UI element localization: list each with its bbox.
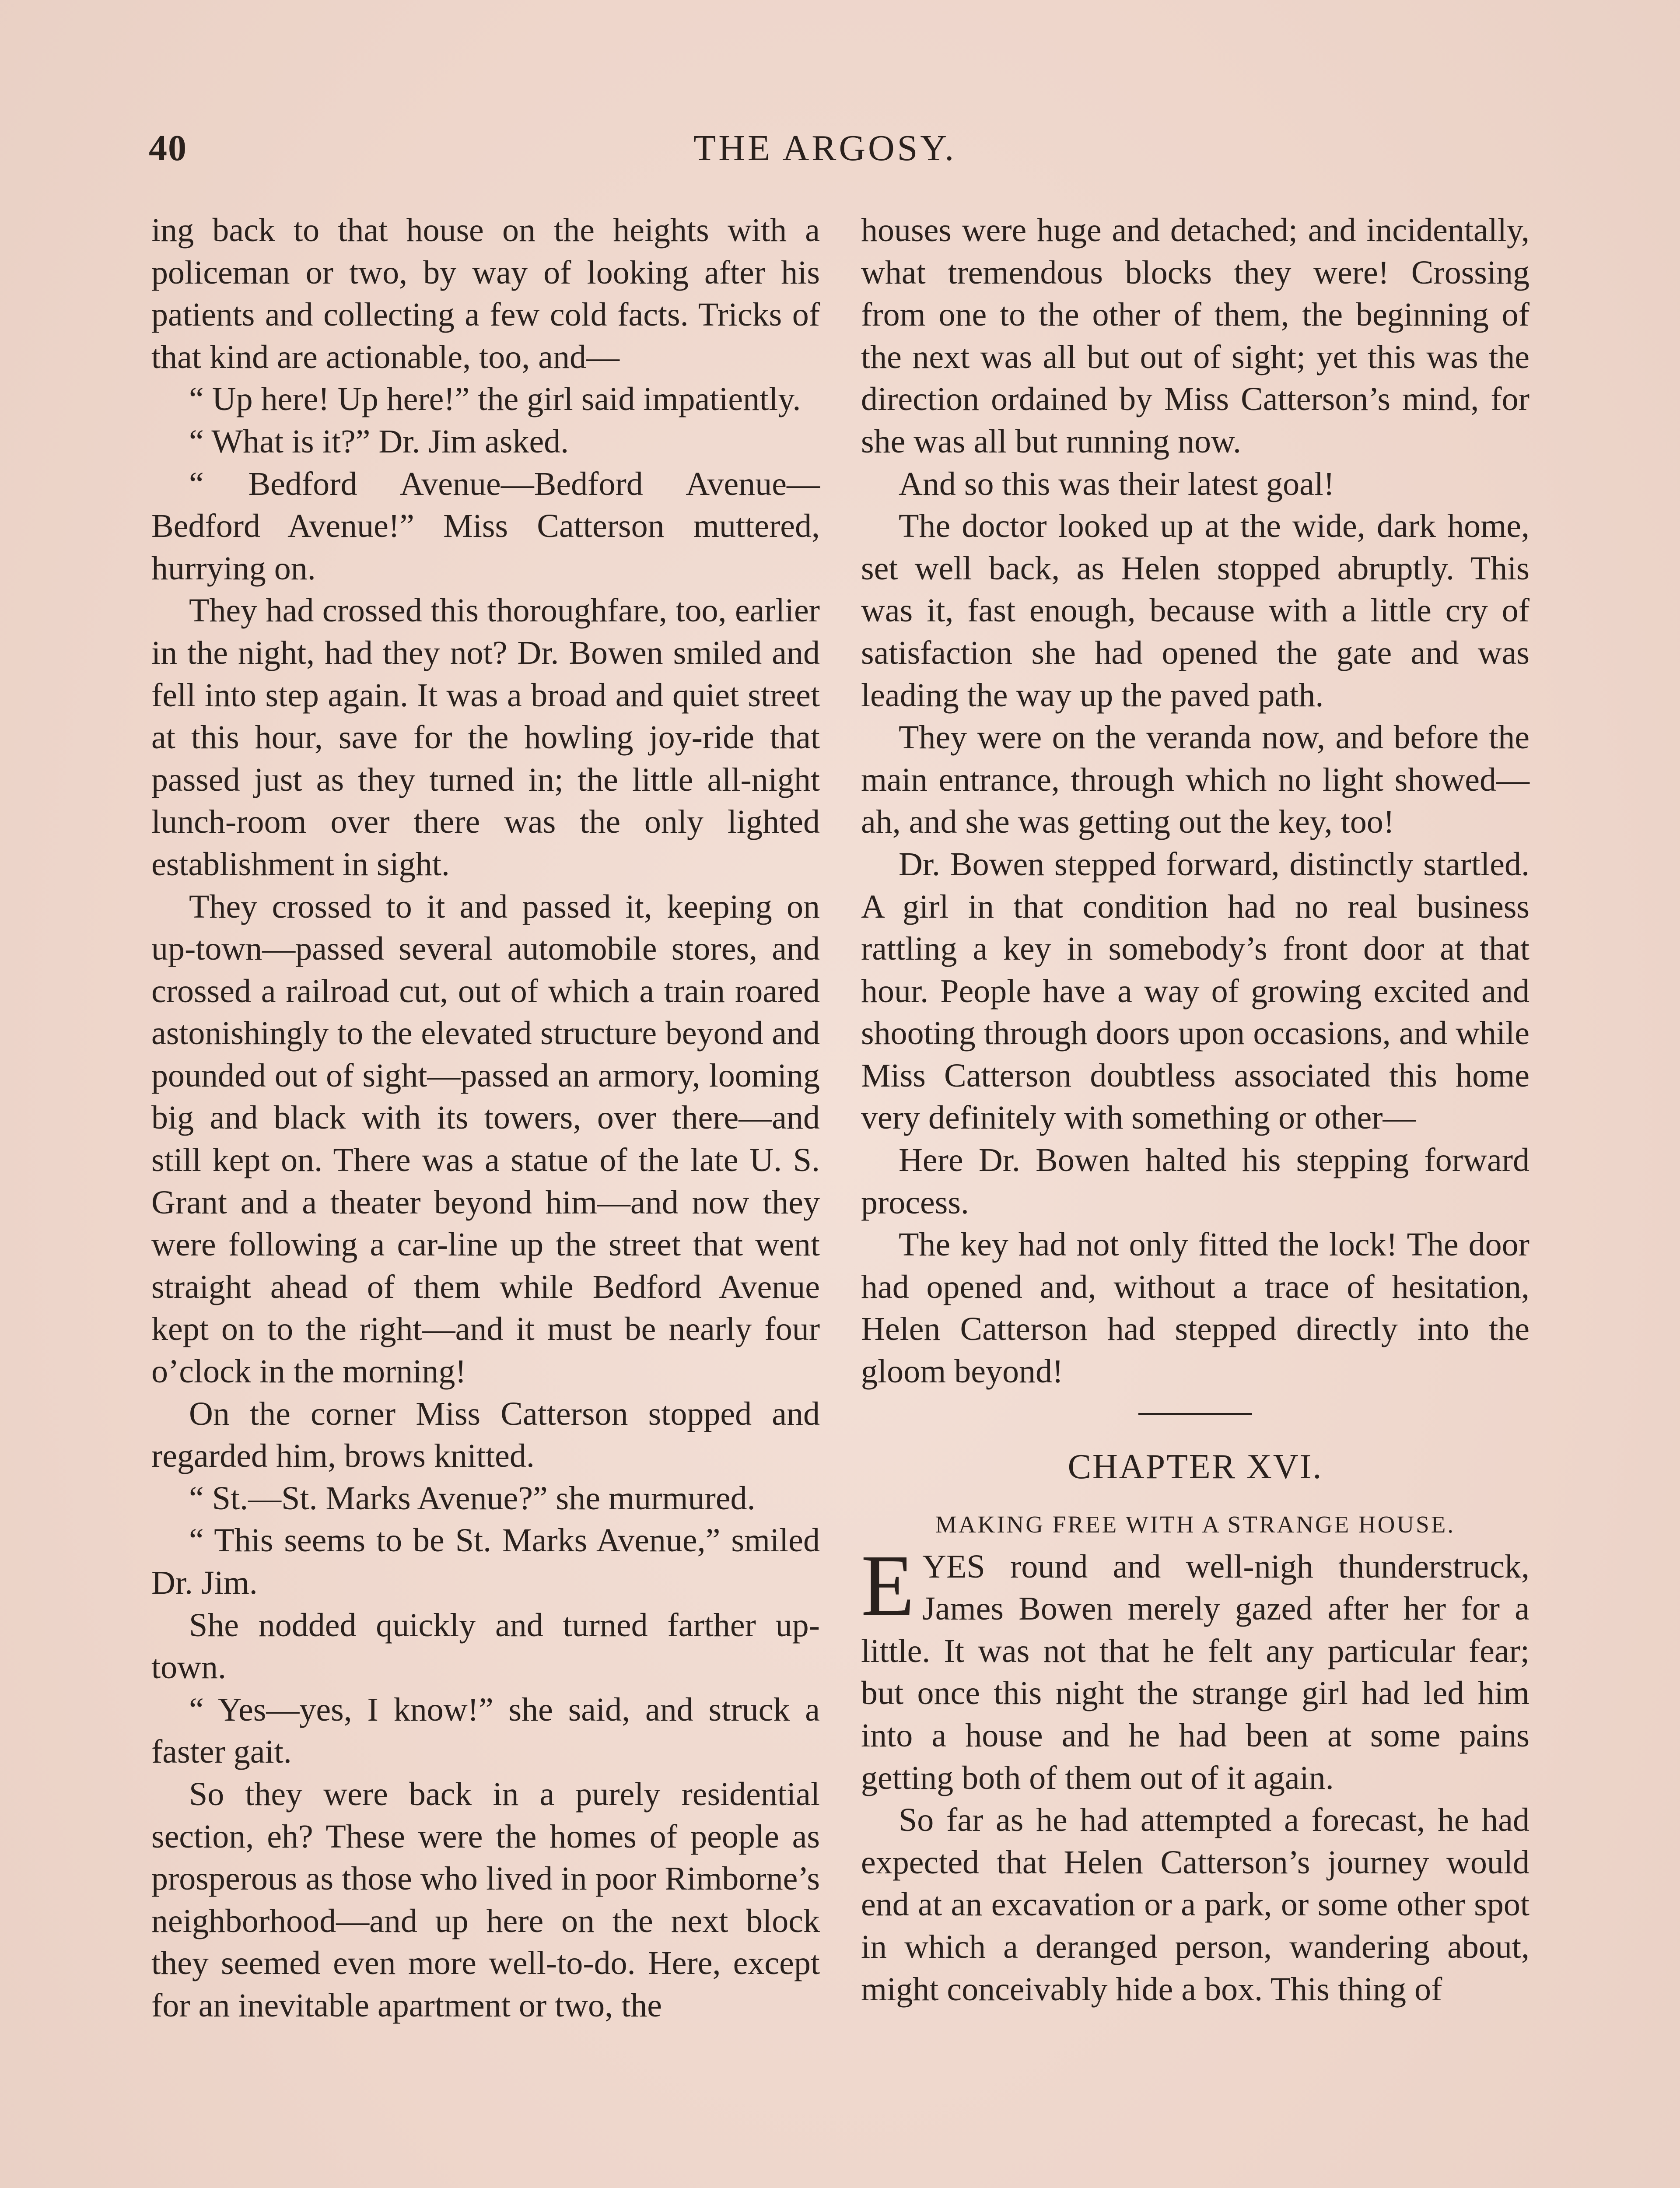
paragraph: On the corner Miss Catterson stopped and regarded him, brows knitted. [151,1395,820,1475]
section-divider [1138,1413,1252,1415]
running-head [149,127,1531,175]
paragraph: They were on the veranda now, and before the main entrance, through which no light showed—ah, and she was getting out the key, too! [861,719,1530,841]
drop-cap: E [861,1537,915,1634]
paragraph: They crossed to it and passed it, keeping on up-town—passed several automobile stores, and crossed a railroad cut, out of which a train roared astonishingly to the elevated structure beyond and pounded out of sight—passed an armory, looming big and black with its towers, over there—and still kept on. There was a statue of the late U. S. Grant and a theater beyond him—and now they were following a car-line up the street that went straight ahead of them while Bedford Avenue kept on to the right—and it must be nearly four o’clock in the morning! [151,888,820,1390]
paragraph: They had crossed this thoroughfare, too, earlier in the night, had they not? Dr. Bowen smiled and fell into step again. It was a broad and quiet street at this hour, save for the howling joy-ride that passed just as they turned in; the little all-night lunch-room over there was the only lighted establishment in sight. [151,592,820,883]
chapter-subtitle: MAKING FREE WITH A STRANGE HOUSE. [935,1511,1456,1538]
paragraph: “ Up here! Up here!” the girl said impatiently. [189,381,801,418]
paragraph: She nodded quickly and turned farther up-town. [151,1606,820,1686]
paragraph: “ St.—St. Marks Avenue?” she murmured. [189,1480,756,1517]
paragraph: And so this was their latest goal! [899,465,1335,502]
paragraph: Dr. Bowen stepped forward, distinctly startled. A girl in that condition had no real business rattling a key in somebody’s front door at that hour. People have a way of growing excited and shooting through doors upon occasions, and while Miss Catterson doubtless associated this home very definitely with something or other— [861,845,1530,1136]
paragraph: So they were back in a purely residential section, eh? These were the homes of people as prosperous as those who lived in poor Rimborne’s neighborhood—and up here on the next block they seemed even more well-to-do. Here, except for an inevitable apartment or two, the [151,1775,820,2024]
chapter-title: CHAPTER XVI. [1068,1447,1323,1486]
chapter-first-paragraph-text: YES round and well-nigh thunderstruck, James Bowen merely gazed after her for a little. It was not that he felt any particular fear; but once this night the strange girl had led him into a house and he had been at some pains getting both of them out of it again. [861,1548,1530,1796]
paragraph: “ What is it?” Dr. Jim asked. [189,423,569,460]
magazine-title: THE ARGOSY. [693,128,957,168]
page-number: 40 [149,128,187,168]
paragraph: houses were huge and detached; and incidentally, what tremendous blocks they were! Crossing from one to the other of them, the beginning of the next was all but out of sight; yet this was the direction ordained by Miss Catterson’s mind, for she was all but running now. [861,212,1530,460]
paragraph: The key had not only fitted the lock! The door had opened and, without a trace of hesitation, Helen Catterson had stepped directly into the gloom beyond! [861,1226,1530,1390]
paragraph: “ Bedford Avenue—Bedford Avenue—Bedford Avenue!” Miss Catterson muttered, hurrying on. [151,465,820,587]
paragraph: So far as he had attempted a forecast, he had expected that Helen Catterson’s journey would end at an excavation or a park, or some other spot in which a deranged person, wandering about, might conceivably hide a box. This thing of [861,1802,1530,2008]
paragraph: The doctor looked up at the wide, dark home, set well back, as Helen stopped abruptly. This was it, fast enough, because with a little cry of satisfaction she had opened the gate and was leading the way up the paved path. [861,508,1530,714]
left-column [151,209,820,2027]
paragraph: “ This seems to be St. Marks Avenue,” smiled Dr. Jim. [151,1522,820,1601]
paragraph: ing back to that house on the heights with a policeman or two, by way of looking after his patients and collecting a few cold facts. Tricks of that kind are actionable, too, and— [151,212,820,375]
paragraph: Here Dr. Bowen halted his stepping forward process. [861,1142,1530,1221]
paragraph: “ Yes—yes, I know!” she said, and struck a faster gait. [151,1691,820,1771]
right-column [861,209,1530,2010]
chapter-first-paragraph [861,1537,1530,1799]
